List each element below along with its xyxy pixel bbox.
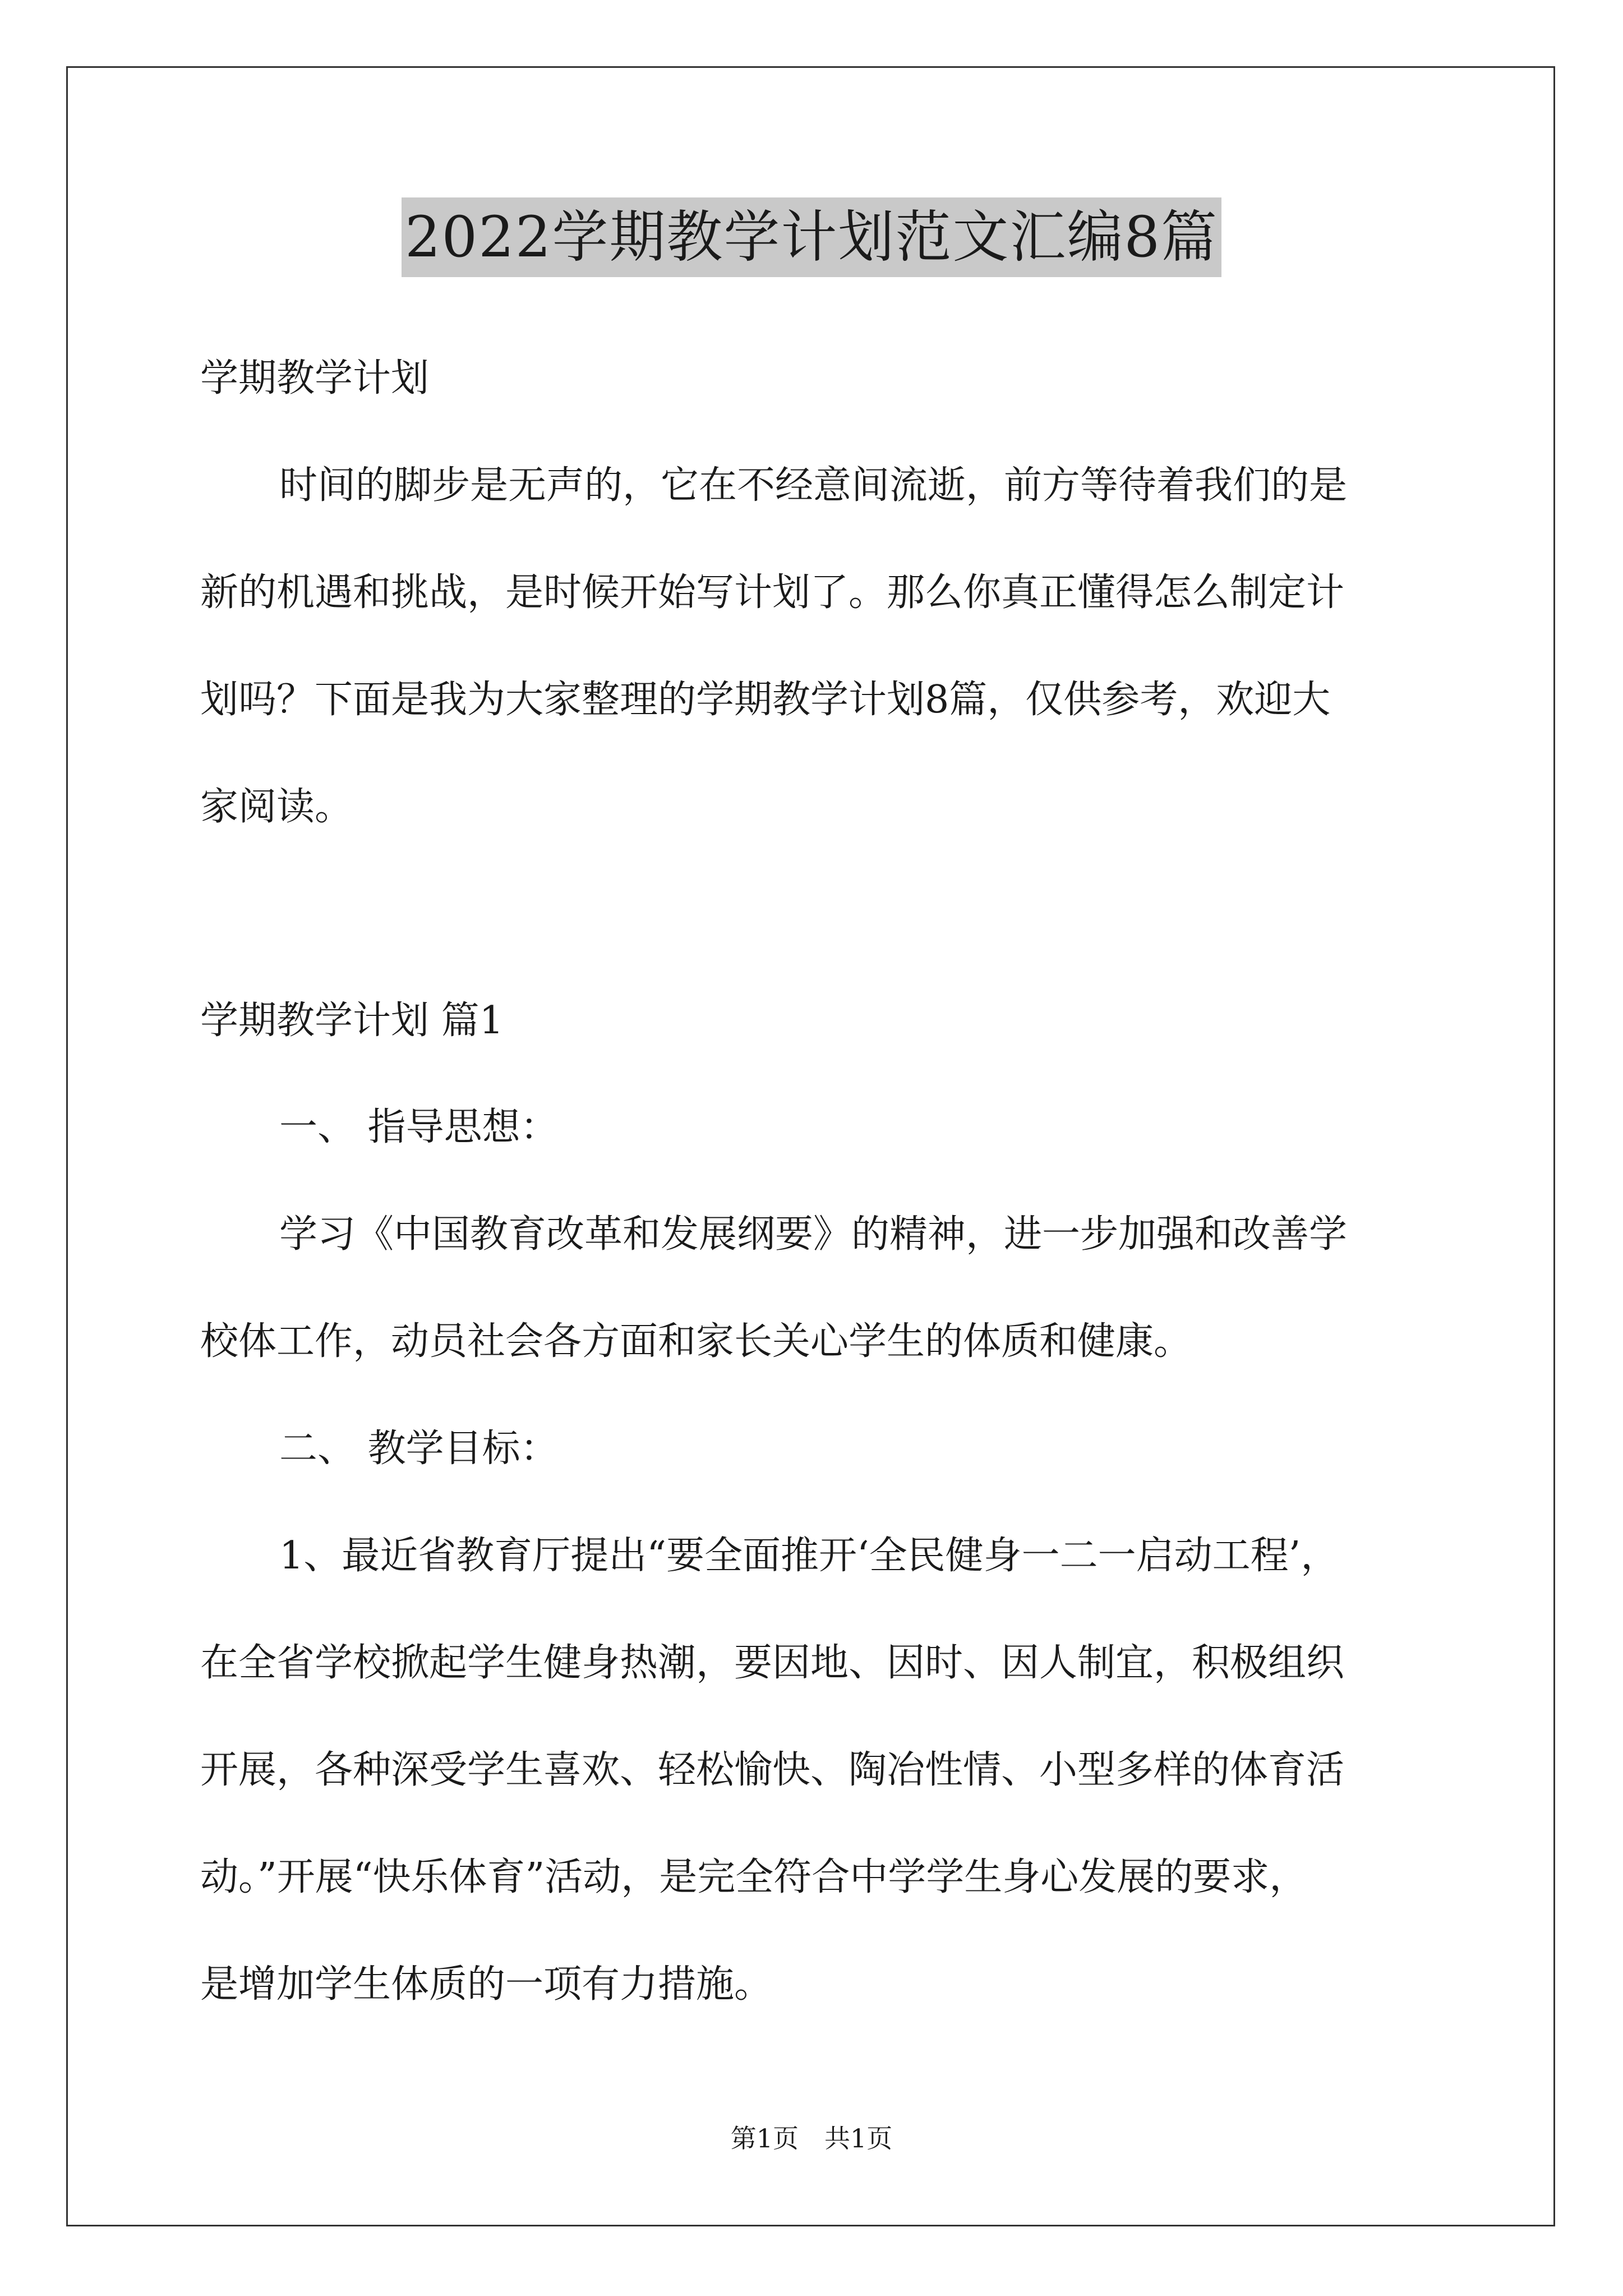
paragraph-line: 是增加学生体质的一项有力措施。: [200, 1962, 773, 2007]
article-heading: 学期教学计划 篇1: [200, 999, 504, 1043]
paragraph-line: 时间的脚步是无声的，它在不经意间流逝，前方等待着我们的是: [279, 463, 1348, 508]
paragraph-line: 划吗？下面是我为大家整理的学期教学计划8篇，仅供参考，欢迎大: [200, 678, 1331, 722]
section-heading: 学期教学计划: [200, 356, 430, 401]
paragraph-line: 在全省学校掀起学生健身热潮，要因地、因时、因人制宜，积极组织: [200, 1641, 1345, 1685]
subsection-heading: 一、 指导思想：: [279, 1105, 559, 1149]
paragraph-line: 新的机遇和挑战，是时候开始写计划了。那么你真正懂得怎么制定计: [200, 570, 1345, 615]
title-container: [0, 197, 1623, 277]
paragraph-line: 开展，各种深受学生喜欢、轻松愉快、陶冶性情、小型多样的体育活: [200, 1748, 1345, 1792]
paragraph-line: 校体工作，动员社会各方面和家长关心学生的体质和健康。: [200, 1319, 1192, 1364]
paragraph-line: 1、最近省教育厅提出“要全面推开‘全民健身一二一启动工程’，: [279, 1534, 1339, 1578]
document-title: 2022学期教学计划范文汇编8篇: [402, 197, 1221, 277]
page-footer: 第1页 共1页: [730, 2123, 893, 2154]
paragraph-line: 动。”开展“快乐体育”活动，是完全符合中学学生身心发展的要求，: [200, 1855, 1308, 1899]
paragraph-line: 学习《中国教育改革和发展纲要》的精神，进一步加强和改善学: [279, 1212, 1348, 1257]
paragraph-line: 家阅读。: [200, 785, 353, 829]
subsection-heading: 二、 教学目标：: [279, 1427, 559, 1471]
